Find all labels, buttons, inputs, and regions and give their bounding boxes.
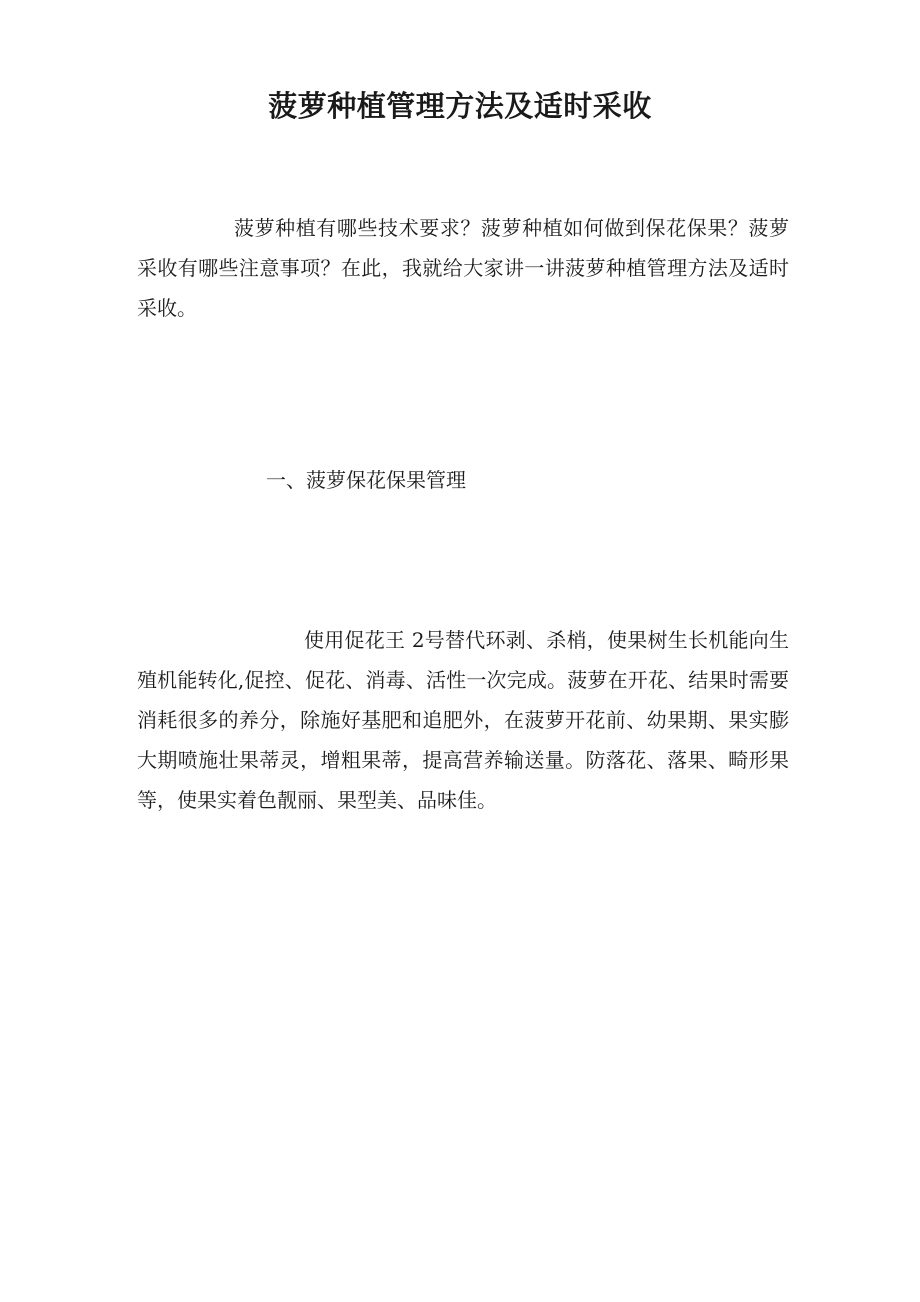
- intro-paragraph: 菠萝种植有哪些技术要求？菠萝种植如何做到保花保果？菠萝采收有哪些注意事项？在此，我就给大家讲一讲菠萝种植管理方法及适时采收。: [137, 216, 789, 320]
- section-body-paragraph: 使用促花王 2号替代环剥、杀梢，使果树生长机能向生殖机能转化,促控、促花、消毒、活性一次完成。菠萝在开花、结果时需要消耗很多的养分，除施好基肥和追肥外，在菠萝开花前、幼果期、果实膨大期喷施壮果蒂灵，增粗果蒂，提高营养输送量。防落花、落果、畸形果等，使果实着色靓丽、果型美、品味佳。: [137, 628, 789, 812]
- section-heading: 一、菠萝保花保果管理: [266, 468, 466, 492]
- document-title: 菠萝种植管理方法及适时采收: [268, 89, 652, 123]
